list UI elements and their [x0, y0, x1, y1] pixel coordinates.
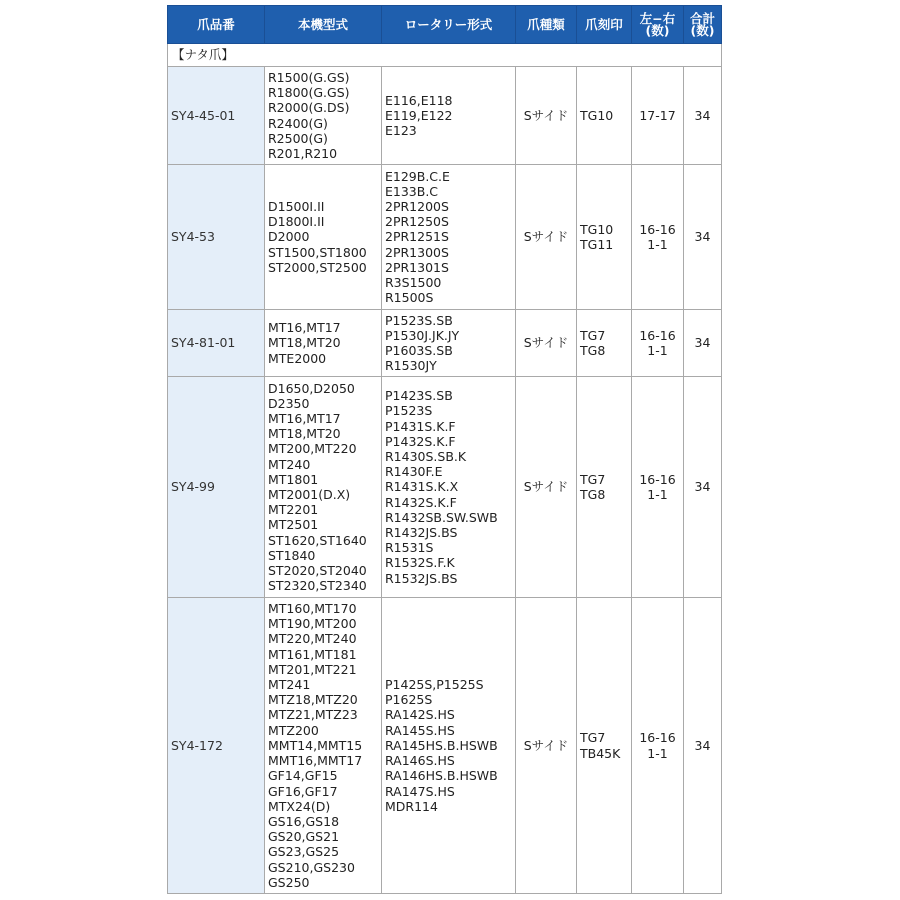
model-line: ST2320,ST2340 — [268, 578, 367, 594]
model-line: D2350 — [268, 395, 310, 411]
model-line: R201,R210 — [268, 145, 338, 161]
rotary-line: R1430S.SB.K — [385, 448, 467, 464]
model-line: MT16,MT17 — [268, 410, 341, 426]
model-line: MT16,MT17 — [268, 320, 341, 336]
model-line: D1650,D2050 — [268, 380, 355, 396]
part-code-cell: SY4-45-01 — [168, 67, 265, 165]
rotary-line: MDR114 — [385, 798, 438, 814]
model-cell — [265, 67, 382, 165]
rotary-line: E129B.C.E — [385, 168, 450, 184]
model-line: MTX24(D) — [268, 798, 331, 814]
left-right-cell — [632, 67, 684, 165]
model-line: MT201,MT221 — [268, 661, 357, 677]
rotary-line: RA146S.HS — [385, 753, 455, 769]
table-row — [168, 598, 722, 894]
table-row — [168, 165, 722, 310]
model-line: MTE2000 — [268, 350, 327, 366]
model-line: MT18,MT20 — [268, 335, 341, 351]
rotary-line: R3S1500 — [385, 275, 442, 290]
stamp-line: TG10 — [580, 107, 614, 123]
stamp-line: TG7 — [580, 730, 606, 746]
rotary-line: E116,E118 — [385, 92, 453, 108]
model-cell — [265, 377, 382, 598]
model-line: MT161,MT181 — [268, 646, 357, 662]
stamp-line: TG8 — [580, 487, 606, 502]
model-line: GS20,GS21 — [268, 829, 340, 845]
model-line: R2500(G) — [268, 130, 328, 146]
left-right-cell — [632, 377, 684, 598]
header-left-right-top: 左−右 — [639, 10, 676, 26]
header-model: 本機型式 — [265, 6, 382, 44]
header-rotary: ロータリー形式 — [382, 6, 516, 44]
rotary-line: 2PR1250S — [385, 214, 449, 230]
parts-table — [167, 5, 722, 894]
model-line: R2000(G.DS) — [268, 100, 350, 116]
rotary-line: R1530JY — [385, 358, 437, 374]
model-line: MT2001(D.X) — [268, 487, 351, 502]
rotary-line: E123 — [385, 123, 417, 139]
rotary-line: P1423S.SB — [385, 388, 453, 404]
stamp-line: TG11 — [580, 237, 614, 252]
model-line: ST1620,ST1640 — [268, 532, 367, 548]
model-line: GF16,GF17 — [268, 783, 338, 799]
left-right-line: 17-17 — [639, 107, 676, 123]
header-stamp: 爪刻印 — [577, 6, 632, 44]
model-line: D1800I.II — [268, 214, 325, 230]
model-line: GS16,GS18 — [268, 813, 340, 829]
model-line: MT160,MT170 — [268, 601, 357, 617]
stamp-line: TG10 — [580, 221, 614, 237]
rotary-line: 2PR1200S — [385, 198, 449, 214]
rotary-line: R1532S.F.K — [385, 555, 455, 571]
rotary-line: R1500S — [385, 290, 434, 306]
rotary-line: P1425S,P1525S — [385, 677, 484, 693]
rotary-line: E133B.C — [385, 183, 439, 199]
rotary-line: RA142S.HS — [385, 707, 455, 723]
model-line: MT2201 — [268, 502, 319, 518]
model-line: R1500(G.GS) — [268, 69, 350, 85]
model-line: R2400(G) — [268, 115, 328, 131]
total-cell: 34 — [684, 67, 722, 165]
table-row — [168, 67, 722, 165]
left-right-line: 1-1 — [647, 343, 668, 358]
rotary-line: P1523S — [385, 403, 433, 419]
left-right-line: 16-16 — [639, 730, 676, 746]
type-cell: Sサイド — [516, 165, 577, 310]
model-line: MMT16,MMT17 — [268, 753, 363, 769]
total-cell: 34 — [684, 310, 722, 377]
part-code-cell: SY4-99 — [168, 377, 265, 598]
rotary-line: R1431S.K.X — [385, 479, 459, 495]
rotary-line: P1432S.K.F — [385, 433, 456, 449]
rotary-line: P1431S.K.F — [385, 418, 456, 434]
rotary-line: RA147S.HS — [385, 783, 455, 799]
table-row — [168, 310, 722, 377]
type-cell: Sサイド — [516, 598, 577, 894]
rotary-line: R1432SB.SW.SWB — [385, 509, 498, 525]
stamp-line: TG7 — [580, 327, 606, 343]
header-total-top: 合計 — [689, 10, 715, 26]
model-line: MT18,MT20 — [268, 426, 341, 442]
left-right-line: 1-1 — [647, 237, 668, 252]
stamp-line: TG8 — [580, 343, 606, 358]
rotary-line: R1531S — [385, 540, 434, 556]
stamp-cell — [577, 598, 632, 894]
header-left-right — [632, 6, 684, 44]
model-line: ST1840 — [268, 547, 316, 563]
left-right-cell — [632, 165, 684, 310]
rotary-line: R1432JS.BS — [385, 525, 458, 540]
model-cell — [265, 310, 382, 377]
header-total-bottom: (数) — [690, 22, 715, 38]
stamp-line: TB45K — [580, 745, 621, 761]
model-cell — [265, 598, 382, 894]
model-line: MTZ21,MTZ23 — [268, 707, 358, 723]
model-line: MTZ18,MTZ20 — [268, 692, 358, 708]
rotary-line: P1523S.SB — [385, 312, 453, 328]
rotary-line: R1430F.E — [385, 464, 443, 480]
model-cell — [265, 165, 382, 310]
model-line: GS250 — [268, 874, 310, 890]
model-line: GF14,GF15 — [268, 768, 338, 784]
header-row — [168, 6, 722, 44]
model-line: MMT14,MMT15 — [268, 737, 363, 753]
rotary-cell — [382, 377, 516, 598]
left-right-line: 16-16 — [639, 327, 676, 343]
model-line: MT220,MT240 — [268, 631, 357, 647]
rotary-cell — [382, 67, 516, 165]
left-right-line: 1-1 — [647, 487, 668, 502]
section-row — [168, 44, 722, 67]
header-code: 爪品番 — [168, 6, 265, 44]
model-line: ST2000,ST2500 — [268, 259, 367, 275]
left-right-line: 16-16 — [639, 221, 676, 237]
rotary-line: R1432S.K.F — [385, 494, 457, 510]
left-right-line: 1-1 — [647, 745, 668, 761]
model-line: MT241 — [268, 677, 311, 693]
rotary-line: E119,E122 — [385, 107, 453, 123]
type-cell: Sサイド — [516, 310, 577, 377]
model-line: MT1801 — [268, 471, 319, 487]
total-cell: 34 — [684, 598, 722, 894]
type-cell: Sサイド — [516, 67, 577, 165]
rotary-line: P1530J.JK.JY — [385, 327, 460, 343]
total-cell: 34 — [684, 165, 722, 310]
total-cell: 34 — [684, 377, 722, 598]
model-line: MT240 — [268, 456, 311, 472]
model-line: ST1500,ST1800 — [268, 244, 367, 260]
header-type: 爪種類 — [516, 6, 577, 44]
rotary-line: RA146HS.B.HSWB — [385, 768, 498, 784]
rotary-line: RA145HS.B.HSWB — [385, 737, 498, 753]
rotary-line: R1532JS.BS — [385, 570, 458, 586]
left-right-cell — [632, 598, 684, 894]
model-line: MT2501 — [268, 517, 319, 533]
left-right-line: 16-16 — [639, 471, 676, 487]
stamp-line: TG7 — [580, 471, 606, 487]
model-line: MTZ200 — [268, 722, 319, 738]
table-row — [168, 377, 722, 598]
stamp-cell — [577, 67, 632, 165]
rotary-cell — [382, 165, 516, 310]
model-line: D2000 — [268, 229, 310, 245]
model-line: R1800(G.GS) — [268, 85, 350, 101]
model-line: GS23,GS25 — [268, 844, 340, 860]
part-code-cell: SY4-53 — [168, 165, 265, 310]
type-cell: Sサイド — [516, 377, 577, 598]
model-line: ST2020,ST2040 — [268, 563, 367, 579]
rotary-line: 2PR1251S — [385, 229, 449, 245]
header-total — [684, 6, 722, 44]
rotary-line: 2PR1300S — [385, 244, 449, 260]
section-label: 【ナタ爪】 — [168, 44, 722, 67]
model-line: D1500I.II — [268, 198, 325, 214]
header-left-right-bottom: (数) — [645, 22, 670, 38]
stamp-cell — [577, 377, 632, 598]
model-line: GS210,GS230 — [268, 859, 355, 875]
rotary-line: P1603S.SB — [385, 343, 453, 358]
stamp-cell — [577, 165, 632, 310]
rotary-line: RA145S.HS — [385, 722, 455, 738]
left-right-cell — [632, 310, 684, 377]
model-line: MT200,MT220 — [268, 441, 357, 457]
rotary-cell — [382, 598, 516, 894]
part-code-cell: SY4-172 — [168, 598, 265, 894]
rotary-cell — [382, 310, 516, 377]
part-code-cell: SY4-81-01 — [168, 310, 265, 377]
rotary-line: P1625S — [385, 692, 433, 708]
stamp-cell — [577, 310, 632, 377]
rotary-line: 2PR1301S — [385, 259, 449, 275]
model-line: MT190,MT200 — [268, 616, 357, 632]
